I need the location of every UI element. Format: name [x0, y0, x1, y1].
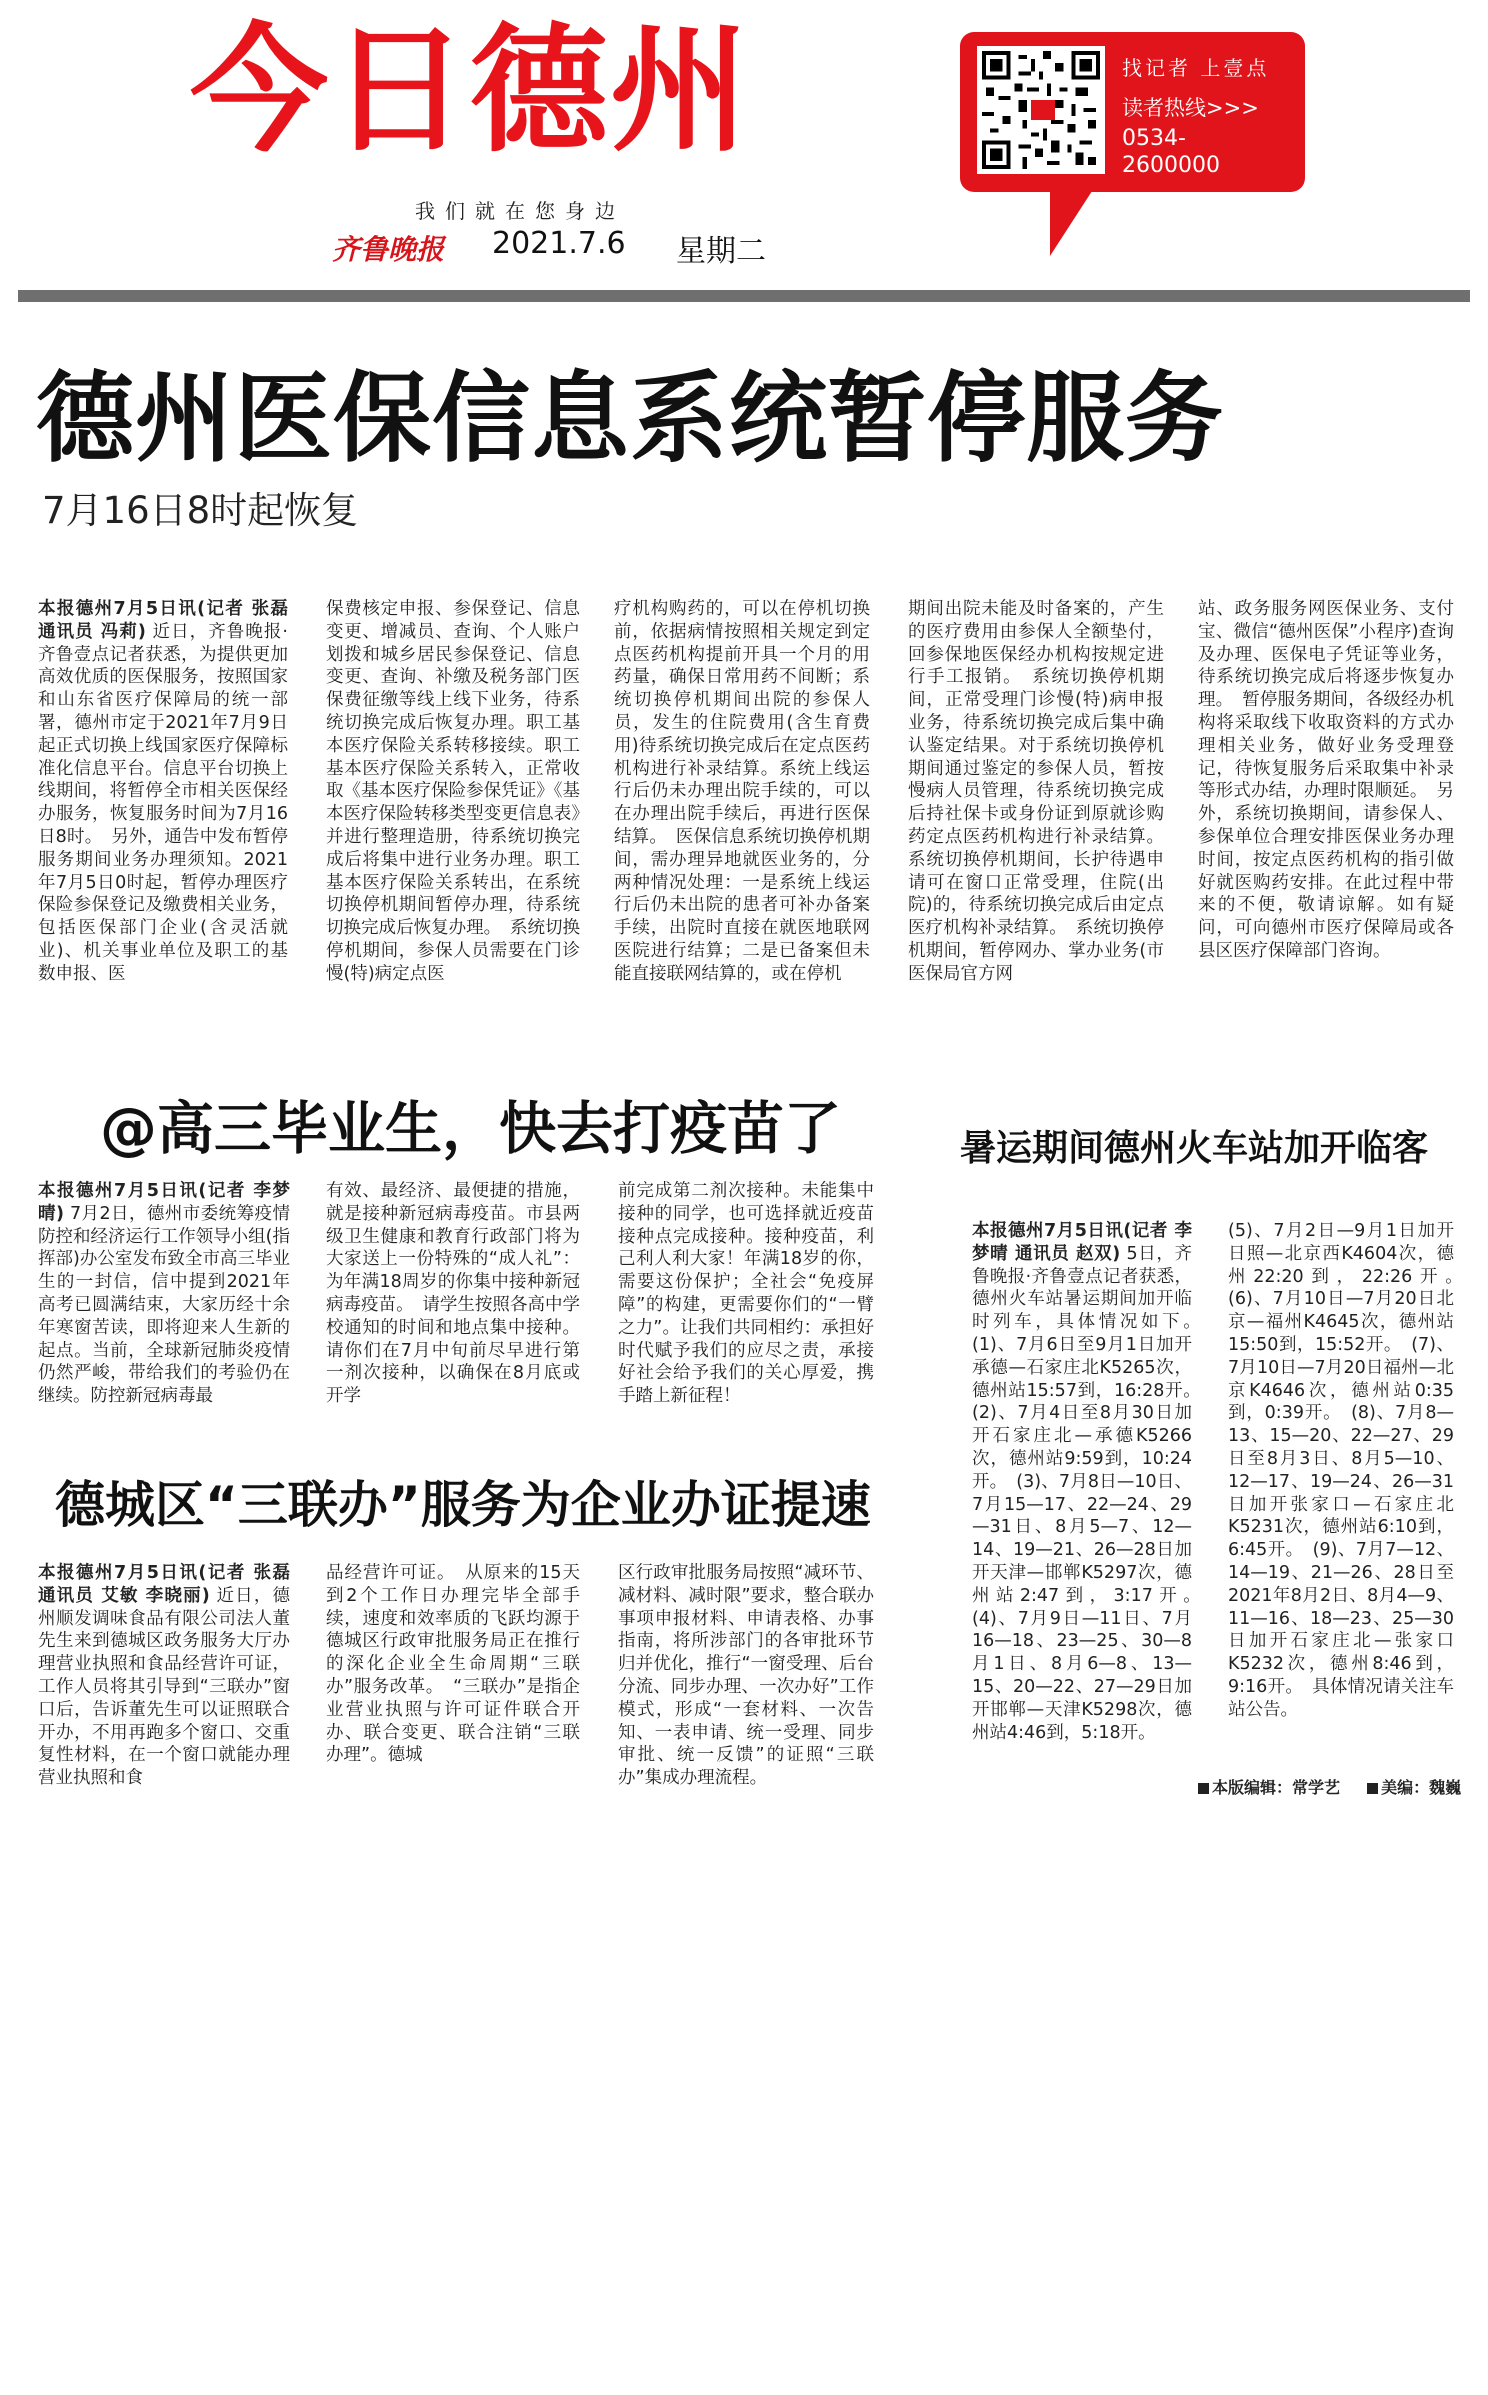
- qr-code-icon[interactable]: [977, 46, 1105, 174]
- masthead: [0, 0, 1488, 300]
- licensing-column-2: [326, 1562, 580, 1802]
- lead-headline: 德州医保信息系统暂停服务: [36, 362, 1225, 476]
- vaccine-text-2: 有效、最经济、最便捷的措施，就是接种新冠病毒疫苗。市县两级卫生健康和教育行政部门将为大家送上一份特殊的“成人礼”：为年满18周岁的你集中接种新冠病毒疫苗。 请学生按照各高中学校通知的时间和地点集中接种。请你们在7月中旬前尽早进行第一剂次接种，以确保在8月底或开学: [326, 1181, 580, 1407]
- lead-text-5: 站、政务服务网医保业务、支付宝、微信“德州医保”小程序)查询及办理、医保电子凭证等业务，待系统切换完成后将逐步恢复办理。 暂停服务期间，各级经办机构将采取线下收取资料的方式办理相关业务，做好业务受理登记，待恢复服务后采取集中补录等形式办结，办理时限顺延。 另外，系统切换期间，请参保人、参保单位合理安排医保业务办理时间，按定点医药机构的指引做好就医购药安排。在此过程中带来的不便，敬请谅解。如有疑问，可向德州市医疗保障局或各县区医疗保障部门咨询。: [1198, 599, 1454, 961]
- lead-column-4: [908, 598, 1164, 1038]
- railway-headline: 暑运期间德州火车站加开临客: [960, 1128, 1429, 1169]
- lead-subhead: 7月16日8时起恢复: [42, 489, 359, 532]
- page-credits: [1198, 1775, 1483, 1798]
- railway-text-2: (5)、7月2日—9月1日加开日照—北京西K4604次，德州22:20到，22:26开。 (6)、7月10日—7月20日北京—福州K4645次，德州站15:50到，15:52开。 (7)、7月10日—7月20日福州—北京K4646次，德州站0:35到，0:39开。 (8)、7月8—13、15—20、22—27、29日至8月3日、8月5—10、12—17、19—24、26—31日加开张家口—石家庄北K5231次，德州站6:10到，6:45开。 (9)、7月7—12、14—19、21—26、28日至2021年8月2日、8月4—9、11—16、18—23、25—30日加开石家庄北—张家口K5232次，德州8:46到，9:16开。 具体情况请关注车站公告。: [1228, 1221, 1472, 1720]
- lead-byline: 本报德州7月5日讯(记者 张磊 通讯员 冯莉): [38, 599, 288, 642]
- newspaper-slogan: 我们就在您身边: [415, 199, 625, 223]
- vaccine-text-3: 前完成第二剂次接种。未能集中接种的同学，也可选择就近疫苗接种点完成接种。接种疫苗，利己利人利大家！年满18岁的你，需要这份保护；全社会“免疫屏障”的构建，更需要你们的“一臂之力”。让我们共同相约：承担好时代赋予我们的应尽之责，承接好社会给予我们的关心厚爱，携手踏上新征程！: [618, 1181, 874, 1407]
- licensing-text-1: 近日，德州顺发调味食品有限公司法人董先生来到德城区政务服务大厅办理营业执照和食品经营许可证，工作人员将其引导到“三联办”窗口后，告诉董先生可以证照联合开办，不用再跑多个窗口、交重复性材料，在一个窗口就能办理营业执照和食: [38, 1585, 290, 1789]
- lead-column-2: [326, 598, 580, 1038]
- licensing-headline: 德城区“三联办”服务为企业办证提速: [55, 1476, 871, 1534]
- railway-column-1: [972, 1220, 1210, 1788]
- licensing-column-3: [618, 1562, 874, 1802]
- licensing-column-1: [38, 1562, 290, 1802]
- vaccine-byline: 本报德州7月5日讯(记者 李梦晴): [38, 1181, 290, 1224]
- vaccine-headline: @高三毕业生，快去打疫苗了: [100, 1096, 841, 1162]
- licensing-text-3: 区行政审批服务局按照“减环节、减材料、减时限”要求，整合联办事项申报材料、申请表格、办事指南，将所涉部门的各审批环节归并优化，推行“一窗受理、后台分流、同步办理、一次办好”工作模式，形成“一套材料、一次告知、一表申请、统一受理、同步审批、统一反馈”的证照“三联办”集成办理流程。: [618, 1563, 874, 1789]
- square-bullet-icon: [1367, 1783, 1378, 1794]
- lead-column-1: [38, 598, 288, 1038]
- hotline-box-tail: [1050, 188, 1094, 256]
- editor-credit: 本版编辑：常学艺: [1198, 1778, 1340, 1797]
- hotline-phone: 0534-: [1122, 126, 1186, 151]
- lead-text-4: 期间出院未能及时备案的，产生的医疗费用由参保人全额垫付，回参保地医保经办机构按规定进行手工报销。 系统切换停机期间，正常受理门诊慢(特)病申报业务，待系统切换完成后集中确认鉴定结果。对于系统切换停机期间通过鉴定的参保人员，暂按慢病人员管理，待系统切换完成后持社保卡或身份证到原就诊购药定点医药机构进行补录结算。系统切换停机期间，长护待遇申请可在窗口正常受理，住院(出院)的，待系统切换完成后由定点医疗机构补录结算。 系统切换停机期间，暂停网办、掌办业务(市医保局官方网: [908, 599, 1164, 984]
- hotline-label: 读者热线>>>: [1122, 96, 1259, 120]
- licensing-byline: 本报德州7月5日讯(记者 张磊 通讯员 艾敏 李晓丽): [38, 1563, 290, 1606]
- lead-column-5: [1198, 598, 1454, 1038]
- square-bullet-icon: [1198, 1783, 1209, 1794]
- hotline-tag: 找记者 上壹点: [1122, 56, 1270, 80]
- vaccine-column-3: [618, 1180, 874, 1462]
- lead-text-3: 疗机构购药的，可以在停机切换前，依据病情按照相关规定到定点医药机构提前开具一个月的用药量，确保日常用药不间断；系统切换停机期间出院的参保人员，发生的住院费用(含生育费用)待系统切换完成后在定点医药机构进行补录结算。系统上线运行后仍未办理出院手续的，可以在办理出院手续后，再进行医保结算。 医保信息系统切换停机期间，需办理异地就医业务的，分两种情况处理：一是系统上线运行后仍未出院的患者可补办备案手续，出院时直接在就医地联网医院进行结算；二是已备案但未能直接联网结算的，或在停机: [614, 599, 870, 984]
- hotline-phone-number: 2600000: [1122, 153, 1220, 178]
- licensing-text-2: 品经营许可证。 从原来的15天到2个工作日办理完毕全部手续，速度和效率质的飞跃均源于德城区行政审批服务局正在推行的深化企业全生命周期“三联办”服务改革。 “三联办”是指企业营业执照与许可证件联合开办、联合变更、联合注销“三联办理”。德城: [326, 1563, 580, 1766]
- lead-text-2: 保费核定申报、参保登记、信息变更、增减员、查询、个人账户划拨和城乡居民参保登记、信息变更、查询、补缴及税务部门医保费征缴等线上线下业务，待系统切换完成后恢复办理。职工基本医疗保险关系转移接续。职工基本医疗保险关系转入，正常收取《基本医疗保险参保凭证》《基本医疗保险转移类型变更信息表》并进行整理造册，待系统切换完成后将集中进行业务办理。职工基本医疗保险关系转出，在系统切换停机期间暂停办理，待系统切换完成后恢复办理。 系统切换停机期间，参保人员需要在门诊慢(特)病定点医: [326, 599, 580, 984]
- lead-text-1: 近日，齐鲁晚报·齐鲁壹点记者获悉，为提供更加高效优质的医保服务，按照国家和山东省医疗保障局的统一部署，德州市定于2021年7月9日起正式切换上线国家医疗保障标准化信息平台。信息平台切换上线期间，将暂停全市相关医保经办服务，恢复服务时间为7月16日8时。 另外，通告中发布暂停服务期间业务办理须知。2021年7月5日0时起，暂停办理医疗保险参保登记及缴费相关业务，包括医保部门企业(含灵活就业)、机关事业单位及职工的基数申报、医: [38, 621, 288, 984]
- railway-byline: 本报德州7月5日讯(记者 李梦晴 通讯员 赵双): [972, 1221, 1192, 1264]
- issue-date: 2021.7.6: [492, 226, 626, 261]
- vaccine-column-1: [38, 1180, 290, 1462]
- vaccine-text-1: 7月2日，德州市委统筹疫情防控和经济运行工作领导小组(指挥部)办公室发布致全市高三毕业生的一封信，信中提到2021年高考已圆满结束，大家历经十余年寒窗苦读，即将迎来人生新的起点。当前，全球新冠肺炎疫情仍然严峻，带给我们的考验仍在继续。防控新冠病毒最: [38, 1203, 290, 1407]
- railway-text-1: 5日，齐鲁晚报·齐鲁壹点记者获悉，德州火车站暑运期间加开临时列车，具体情况如下。 (1)、7月6日至9月1日加开承德—石家庄北K5265次，德州站15:57到，16:28开。 (2)、7月4日至8月30日加开石家庄北—承德K5266次，德州站9:59到，10:24开。 (3)、7月8日—10日、7月15—17、22—24、29—31日、8月5—7、12—14、19—21、26—28日加开天津—邯郸K5297次，德州站2:47到，3:17开。 (4)、7月9日—11日、7月16—18、23—25、30—8月1日、8月6—8、13—15、20—22、27—29日加开邯郸—天津K5298次，德州站4:46到，5:18开。: [972, 1243, 1210, 1743]
- brand-name: 齐鲁晚报: [332, 233, 445, 266]
- masthead-divider: [18, 290, 1470, 302]
- lead-column-3: [614, 598, 870, 1038]
- designer-credit: 美编：魏巍: [1367, 1778, 1461, 1797]
- issue-weekday: 星期二: [676, 234, 766, 269]
- vaccine-column-2: [326, 1180, 580, 1462]
- newspaper-title: 今日德州: [190, 10, 751, 171]
